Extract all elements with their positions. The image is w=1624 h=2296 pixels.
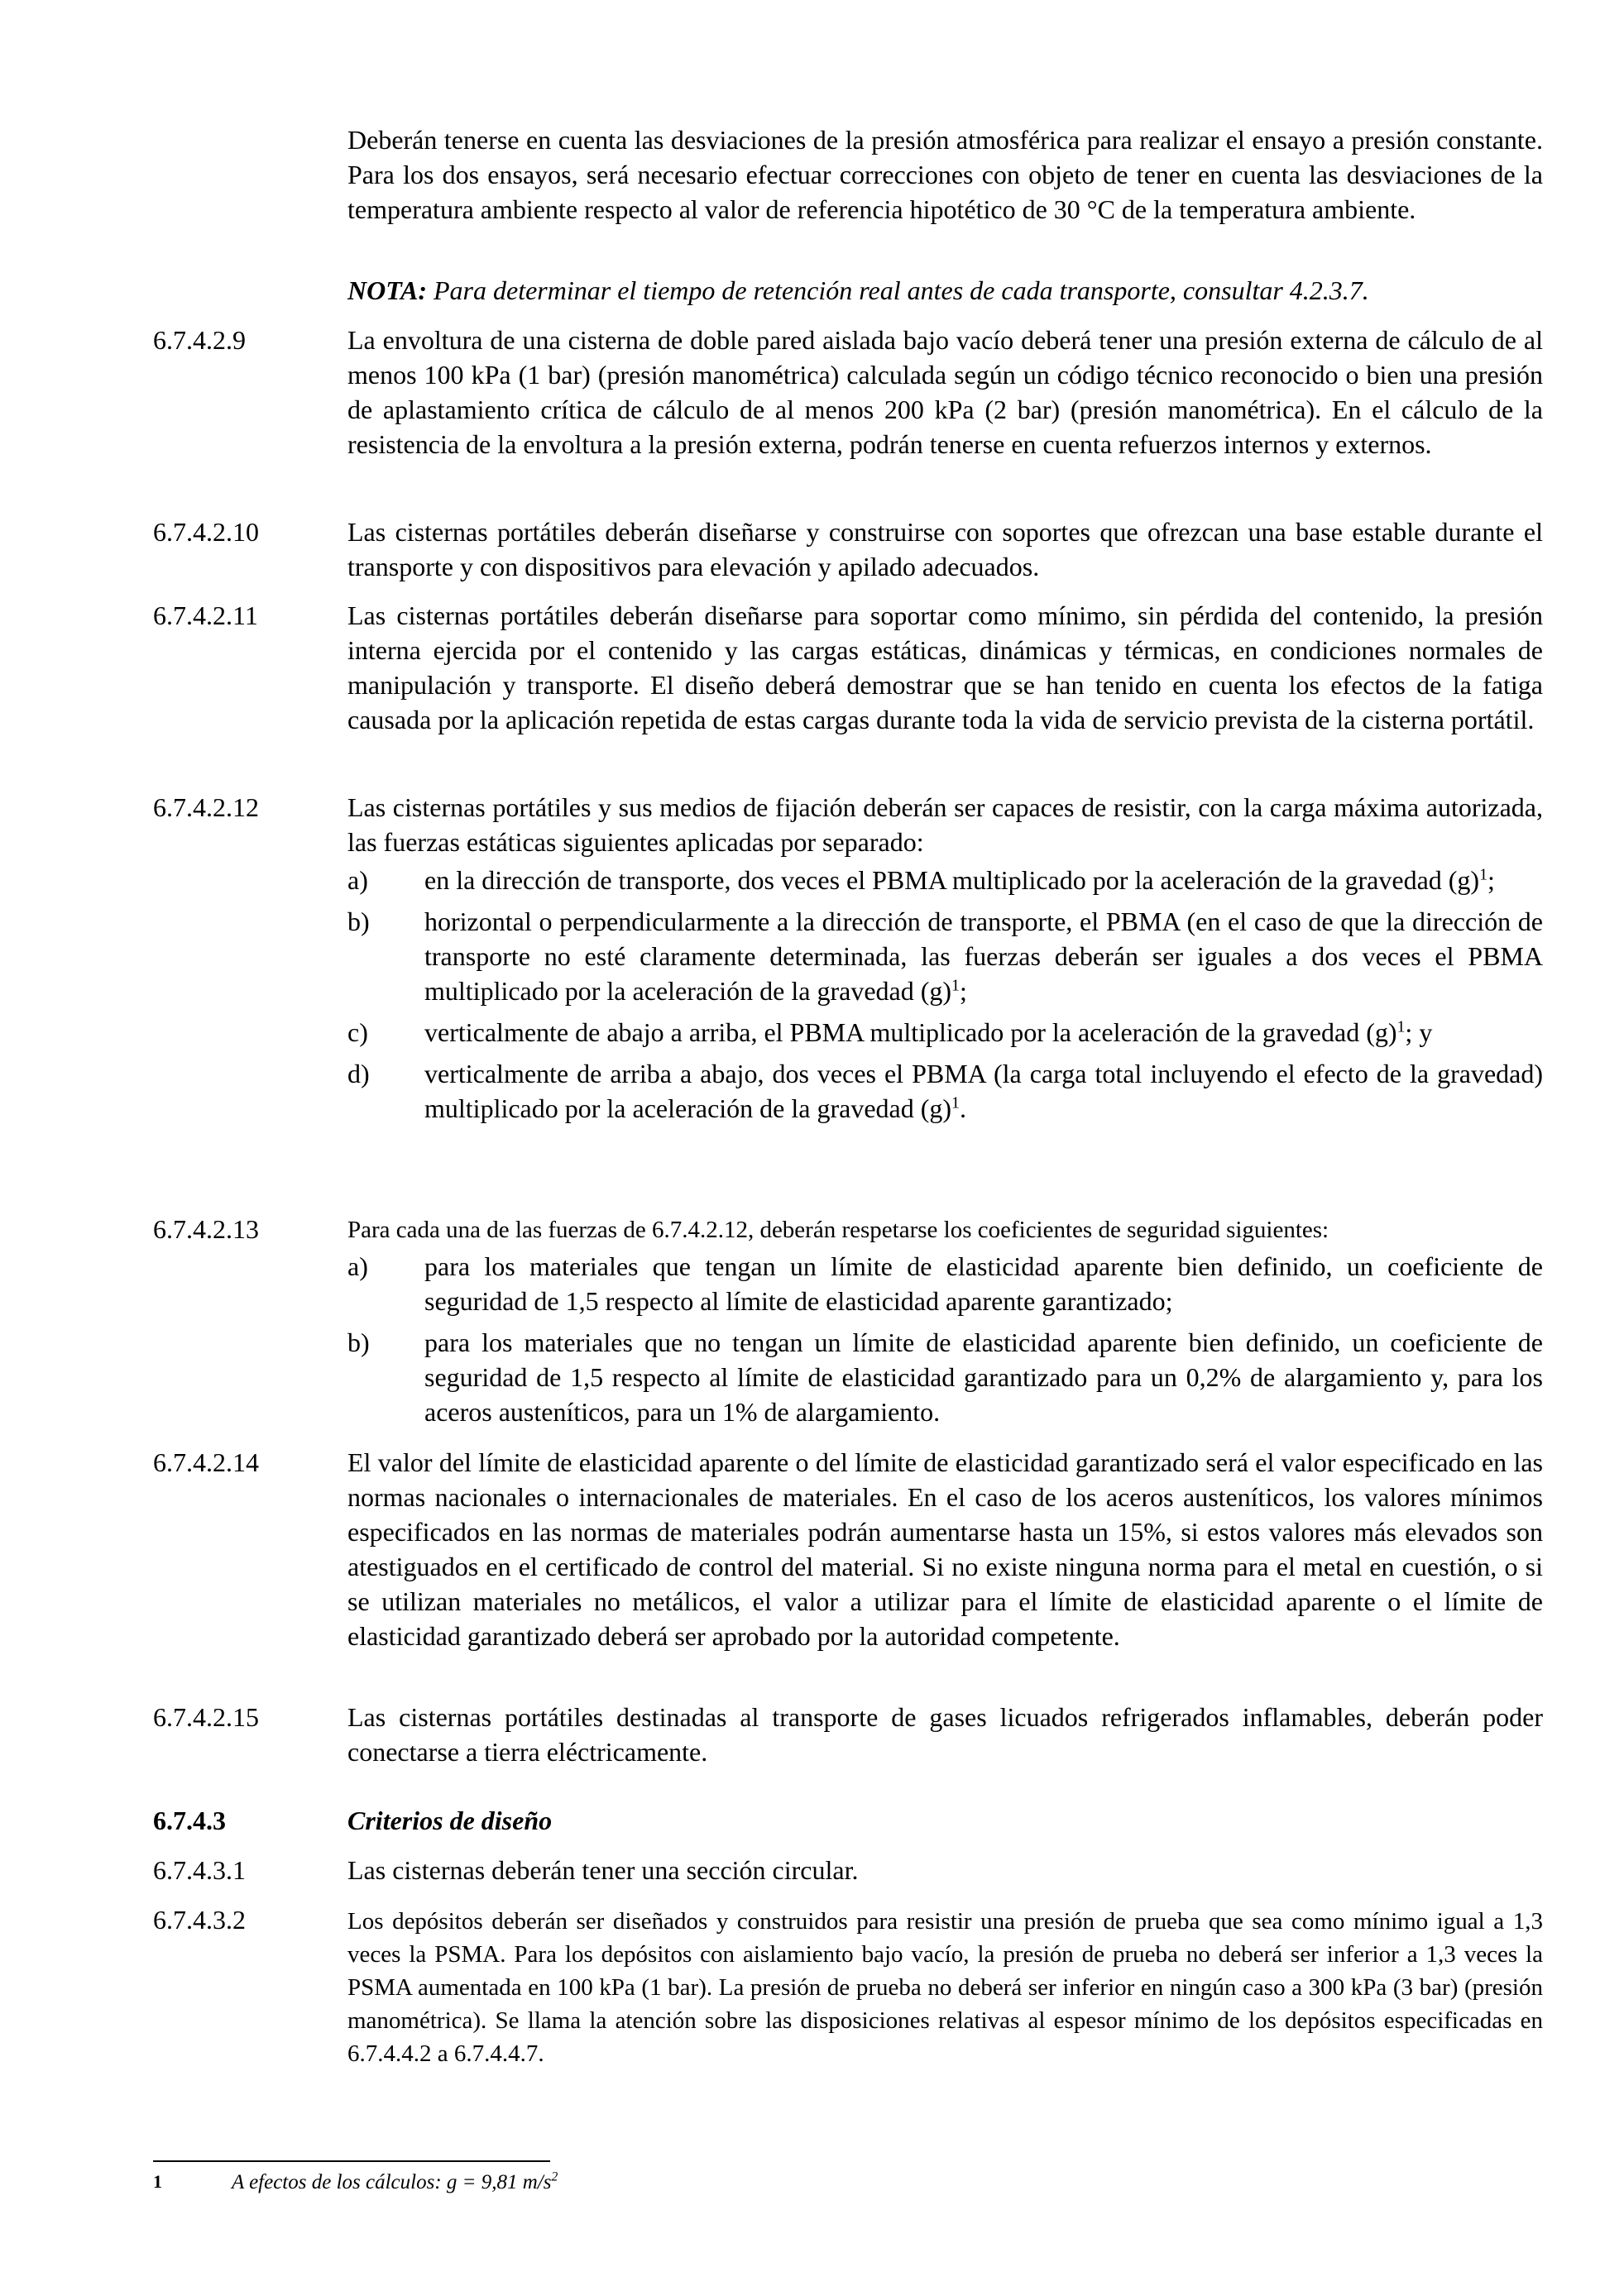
section-text: Las cisternas portátiles deberán diseñarse para soportar como mínimo, sin pérdida del contenido, la presión interna ejercida por el contenido y las cargas estáticas, dinámicas y térmicas, en condiciones normales de manipulación y transporte. El diseño deberá demostrar que se han tenido en cuenta los efectos de la fatiga causada por la aplicación repetida de estas cargas durante toda la vida de servicio prevista de la cisterna portátil. xyxy=(347,600,1543,734)
list-text: horizontal o perpendicularmente a la dirección de transporte, el PBMA (en el caso de que la dirección de transporte no esté claramente determinada, las fuerzas deberán ser iguales a dos veces el PBMA multiplicado por la aceleración de la gravedad (g) xyxy=(424,906,1543,1006)
section-number: 6.7.4.2.9 xyxy=(153,325,246,355)
section-text: El valor del límite de elasticidad aparente o del límite de elasticidad garantizado será el valor especificado en las normas nacionales o internacionales de materiales. En el caso de los aceros austeníticos, los valores mínimos especificados en las normas de materiales podrán aumentarse hasta un 15%, si estos valores más elevados son atestiguados en el certificado de control del material. Si no existe ninguna norma para el metal en cuestión, o si se utilizan materiales no metálicos, el valor a utilizar para el límite de elasticidad aparente o el límite de elasticidad garantizado deberá ser aprobado por la autoridad competente. xyxy=(347,1447,1543,1651)
footnote-ref: 1 xyxy=(951,1093,960,1112)
list-label: c) xyxy=(347,1017,368,1047)
footnote-exponent: 2 xyxy=(551,2169,558,2184)
list-label: b) xyxy=(347,906,370,936)
list-tail: ; xyxy=(959,976,967,1006)
heading-title: Criterios de diseño xyxy=(347,1806,553,1835)
footnote-mark: 1 xyxy=(153,2171,162,2192)
list-text: verticalmente de arriba a abajo, dos veces el PBMA (la carga total incluyendo el efecto de la gravedad) multiplicado por la aceleración de la gravedad (g) xyxy=(424,1059,1543,1123)
note-label: NOTA: xyxy=(347,275,427,305)
section-number: 6.7.4.2.12 xyxy=(153,792,259,822)
list-item xyxy=(347,1325,1543,1429)
section-text: Las cisternas deberán tener una sección circular. xyxy=(347,1855,859,1885)
list-label: a) xyxy=(347,1251,368,1281)
list-label: b) xyxy=(347,1327,370,1357)
list-label: a) xyxy=(347,865,368,895)
footnote-body: A efectos de los cálculos: g = 9,81 m/s xyxy=(232,2171,552,2193)
list-item xyxy=(347,904,1543,1008)
section-number: 6.7.4.3.1 xyxy=(153,1855,246,1885)
note-text: Para determinar el tiempo de retención real antes de cada transporte, consultar 4.2.3.7. xyxy=(427,275,1369,305)
list-text: en la dirección de transporte, dos veces el PBMA multiplicado por la aceleración de la gravedad (g) xyxy=(424,865,1480,895)
list-item xyxy=(347,1015,1543,1050)
list-tail: ; y xyxy=(1405,1017,1433,1047)
section-text: Las cisternas portátiles deberán diseñarse y construirse con soportes que ofrezcan una base estable durante el transporte y con dispositivos para elevación y apilado adecuados. xyxy=(347,517,1543,581)
section-text: Las cisternas portátiles y sus medios de fijación deberán ser capaces de resistir, con la carga máxima autorizada, las fuerzas estáticas siguientes aplicadas por separado: xyxy=(347,792,1543,857)
list-text: para los materiales que tengan un límite de elasticidad aparente bien definido, un coeficiente de seguridad de 1,5 respecto al límite de elasticidad aparente garantizado; xyxy=(424,1251,1543,1316)
footnote-ref: 1 xyxy=(1396,1017,1406,1036)
footnote-ref: 1 xyxy=(951,976,960,995)
note-paragraph xyxy=(347,273,1543,308)
list-text: para los materiales que no tengan un límite de elasticidad aparente bien definido, un coeficiente de seguridad de 1,5 respecto al límite de elasticidad garantizado para un 0,2% de alargamiento y, para los aceros austeníticos, para un 1% de alargamiento. xyxy=(424,1327,1543,1427)
heading-number: 6.7.4.3 xyxy=(153,1806,226,1835)
section-number: 6.7.4.2.15 xyxy=(153,1702,259,1732)
footnote-text xyxy=(232,2171,558,2194)
safety-list xyxy=(347,1249,1543,1429)
list-tail: . xyxy=(959,1093,966,1123)
list-tail: ; xyxy=(1487,865,1495,895)
list-label: d) xyxy=(347,1059,370,1088)
section-number: 6.7.4.3.2 xyxy=(153,1905,246,1935)
section-number: 6.7.4.2.11 xyxy=(153,600,258,630)
force-list xyxy=(347,863,1543,1126)
section-number: 6.7.4.2.14 xyxy=(153,1447,259,1477)
section-text: Para cada una de las fuerzas de 6.7.4.2.12, deberán respetarse los coeficientes de seguridad siguientes: xyxy=(347,1217,1329,1243)
section-number: 6.7.4.2.13 xyxy=(153,1214,259,1244)
section-text: La envoltura de una cisterna de doble pared aislada bajo vacío deberá tener una presión externa de cálculo de al menos 100 kPa (1 bar) (presión manométrica) calculada según un código técnico reconocido o bien una presión de aplastamiento crítica de cálculo de al menos 200 kPa (2 bar) (presión manométrica). En el cálculo de la resistencia de la envoltura a la presión externa, podrán tenerse en cuenta refuerzos internos y externos. xyxy=(347,325,1543,459)
list-text: verticalmente de abajo a arriba, el PBMA multiplicado por la aceleración de la gravedad (g) xyxy=(424,1017,1397,1047)
footnote-ref: 1 xyxy=(1479,865,1487,884)
intro-paragraph: Deberán tenerse en cuenta las desviaciones de la presión atmosférica para realizar el ensayo a presión constante. Para los dos ensayos, será necesario efectuar correcciones con objeto de tener en cuenta las desviaciones de la temperatura ambiente respecto al valor de referencia hipotético de 30 °C de la temperatura ambiente. xyxy=(347,125,1543,224)
section-number: 6.7.4.2.10 xyxy=(153,517,259,547)
list-item xyxy=(347,1249,1543,1318)
section-text: Los depósitos deberán ser diseñados y construidos para resistir una presión de prueba que sea como mínimo igual a 1,3 veces la PSMA. Para los depósitos con aislamiento bajo vacío, la presión de prueba no deberá ser inferior a 1,3 veces la PSMA aumentada en 100 kPa (1 bar). La presión de prueba no deberá ser inferior en ningún caso a 300 kPa (3 bar) (presión manométrica). Se llama la atención sobre las disposiciones relativas al espesor mínimo de los depósitos especificadas en 6.7.4.4.2 a 6.7.4.4.7. xyxy=(347,1908,1543,2067)
footnote-rule xyxy=(153,2160,550,2162)
section-text: Las cisternas portátiles destinadas al transporte de gases licuados refrigerados inflamables, deberán poder conectarse a tierra eléctricamente. xyxy=(347,1702,1543,1767)
list-item xyxy=(347,863,1543,897)
list-item xyxy=(347,1056,1543,1126)
